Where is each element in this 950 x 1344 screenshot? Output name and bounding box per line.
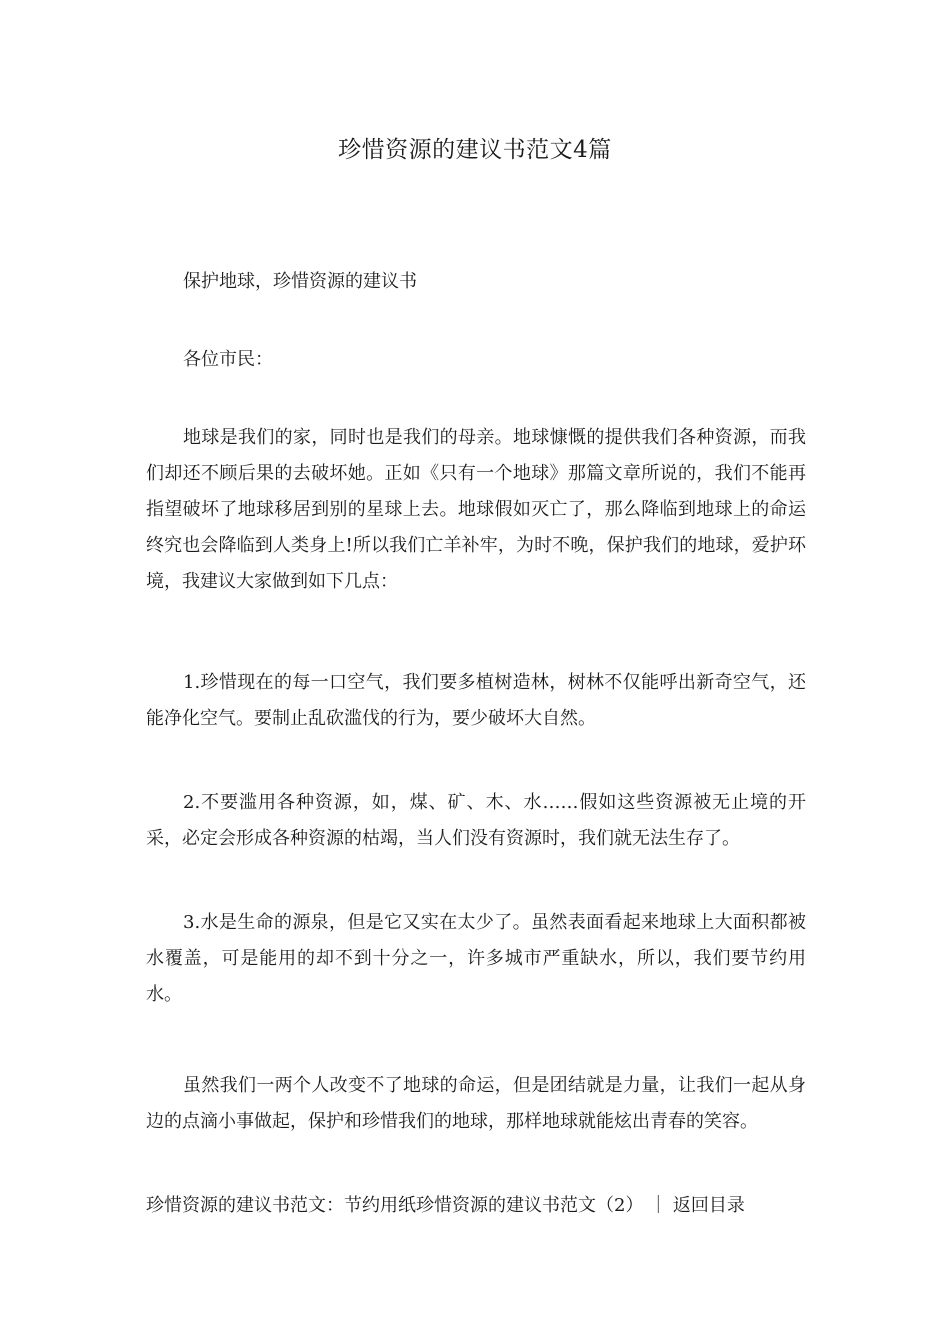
paragraph-point-1: 1.珍惜现在的每一口空气，我们要多植树造林，树林不仅能呼出新奇空气，还能净化空气。要制止乱砍滥伐的行为，要少破坏大自然。 [146,672,806,729]
paragraph-point-3: 3.水是生命的源泉，但是它又实在太少了。虽然表面看起来地球上大面积都被水覆盖，可是能用的却不到十分之一，许多城市严重缺水，所以，我们要节约用水。 [146,912,806,1005]
footer-navigation [146,1190,826,1222]
footer-separator: ｜ [649,1195,668,1216]
paragraph-point-2: 2.不要滥用各种资源，如，煤、矿、木、水……假如这些资源被无止境的开采，必定会形成各种资源的枯竭，当人们没有资源时，我们就无法生存了。 [146,792,806,849]
document-title: 珍惜资源的建议书范文4篇 [338,137,612,163]
back-to-contents-link[interactable]: 返回目录 [672,1195,745,1216]
related-article-link[interactable]: 珍惜资源的建议书范文：节约用纸珍惜资源的建议书范文（2） [146,1195,644,1216]
salutation: 各位市民： [183,349,273,370]
paragraph-intro: 地球是我们的家，同时也是我们的母亲。地球慷慨的提供我们各种资源，而我们却还不顾后果的去破坏她。正如《只有一个地球》那篇文章所说的，我们不能再指望破坏了地球移居到别的星球上去。地球假如灭亡了，那么降临到地球上的命运终究也会降临到人类身上!所以我们亡羊补牢，为时不晚，保护我们的地球，爱护环境，我建议大家做到如下几点： [146,427,806,592]
paragraph-conclusion: 虽然我们一两个人改变不了地球的命运，但是团结就是力量，让我们一起从身边的点滴小事做起，保护和珍惜我们的地球，那样地球就能炫出青春的笑容。 [146,1075,806,1132]
letter-heading: 保护地球，珍惜资源的建议书 [183,271,417,292]
